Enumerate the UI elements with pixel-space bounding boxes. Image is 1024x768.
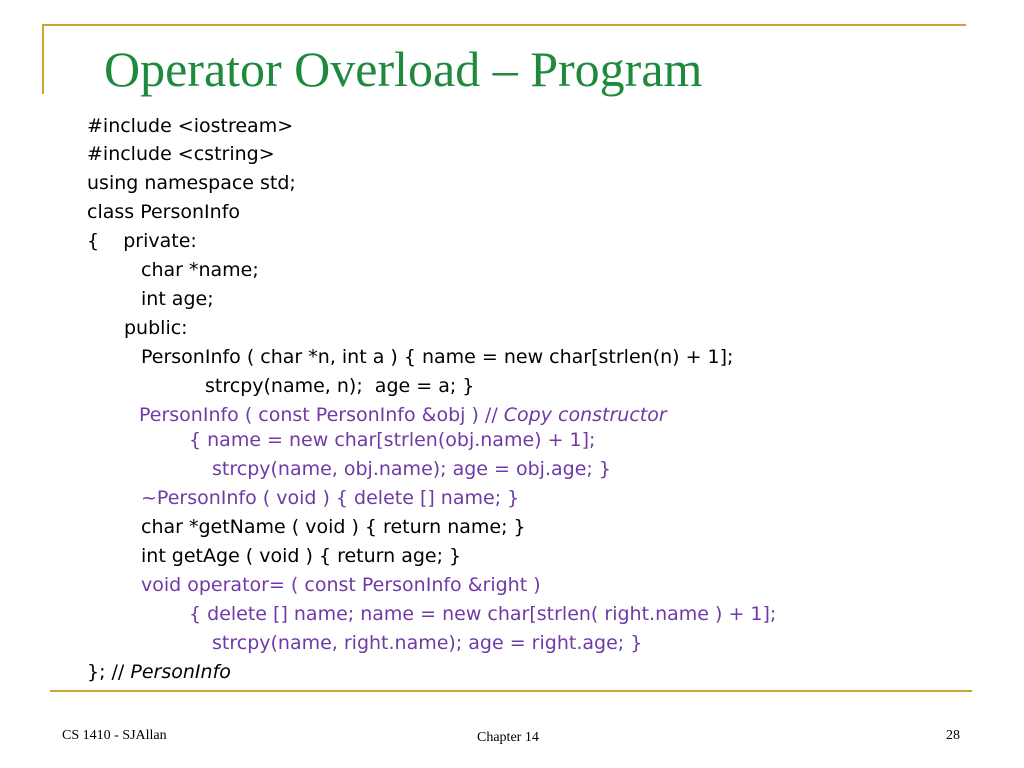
- code-text: { delete [] name; name = new char[strlen( right.name ) + 1];: [189, 603, 777, 625]
- code-text: public:: [124, 317, 188, 339]
- slide-title: Operator Overload – Program: [104, 41, 703, 97]
- code-line: [212, 456, 611, 482]
- code-line: [141, 572, 541, 598]
- code-line: [141, 257, 259, 283]
- code-line: [87, 141, 275, 167]
- code-text: using namespace std;: [87, 172, 296, 194]
- bottom-divider: [50, 690, 972, 692]
- code-line: [87, 113, 293, 139]
- code-text: { name = new char[strlen(obj.name) + 1];: [189, 429, 596, 451]
- code-line: [141, 286, 214, 312]
- code-text: strcpy(name, right.name); age = right.age; }: [212, 632, 643, 654]
- footer-course: CS 1410 - SJAllan: [62, 728, 167, 743]
- code-line: [87, 170, 296, 196]
- code-comment: Copy constructor: [503, 404, 667, 426]
- code-text: strcpy(name, n); age = a; }: [205, 375, 475, 397]
- code-line: [189, 601, 776, 627]
- code-text: ~PersonInfo ( void ) { delete [] name; }: [141, 487, 520, 509]
- code-text: int getAge ( void ) { return age; }: [141, 545, 462, 567]
- code-text: }; //: [87, 661, 131, 683]
- code-text: { private:: [87, 230, 197, 252]
- code-line: [212, 630, 642, 656]
- code-line: [141, 344, 733, 370]
- code-line: [141, 485, 519, 511]
- code-text: char *name;: [141, 259, 259, 281]
- code-text: PersonInfo ( char *n, int a ) { name = new char[strlen(n) + 1];: [141, 346, 734, 368]
- code-text: class PersonInfo: [87, 201, 241, 223]
- code-line: [141, 543, 461, 569]
- code-comment: PersonInfo: [130, 661, 231, 683]
- code-line: [205, 373, 474, 399]
- footer-chapter: Chapter 14: [477, 730, 539, 745]
- code-line: [87, 659, 231, 685]
- code-text: PersonInfo ( const PersonInfo &obj ) //: [139, 404, 504, 426]
- code-line: [87, 228, 197, 254]
- code-text: char *getName ( void ) { return name; }: [141, 516, 526, 538]
- code-line: [124, 315, 188, 341]
- slide-number: 28: [946, 728, 960, 743]
- code-text: void operator= ( const PersonInfo &right ): [141, 574, 541, 596]
- code-text: #include <iostream>: [87, 115, 294, 137]
- code-line: [141, 514, 526, 540]
- code-text: int age;: [141, 288, 214, 310]
- code-line: [139, 402, 667, 428]
- code-text: #include <cstring>: [87, 143, 275, 165]
- code-text: strcpy(name, obj.name); age = obj.age; }: [212, 458, 611, 480]
- code-line: [189, 427, 595, 453]
- code-line: [87, 199, 240, 225]
